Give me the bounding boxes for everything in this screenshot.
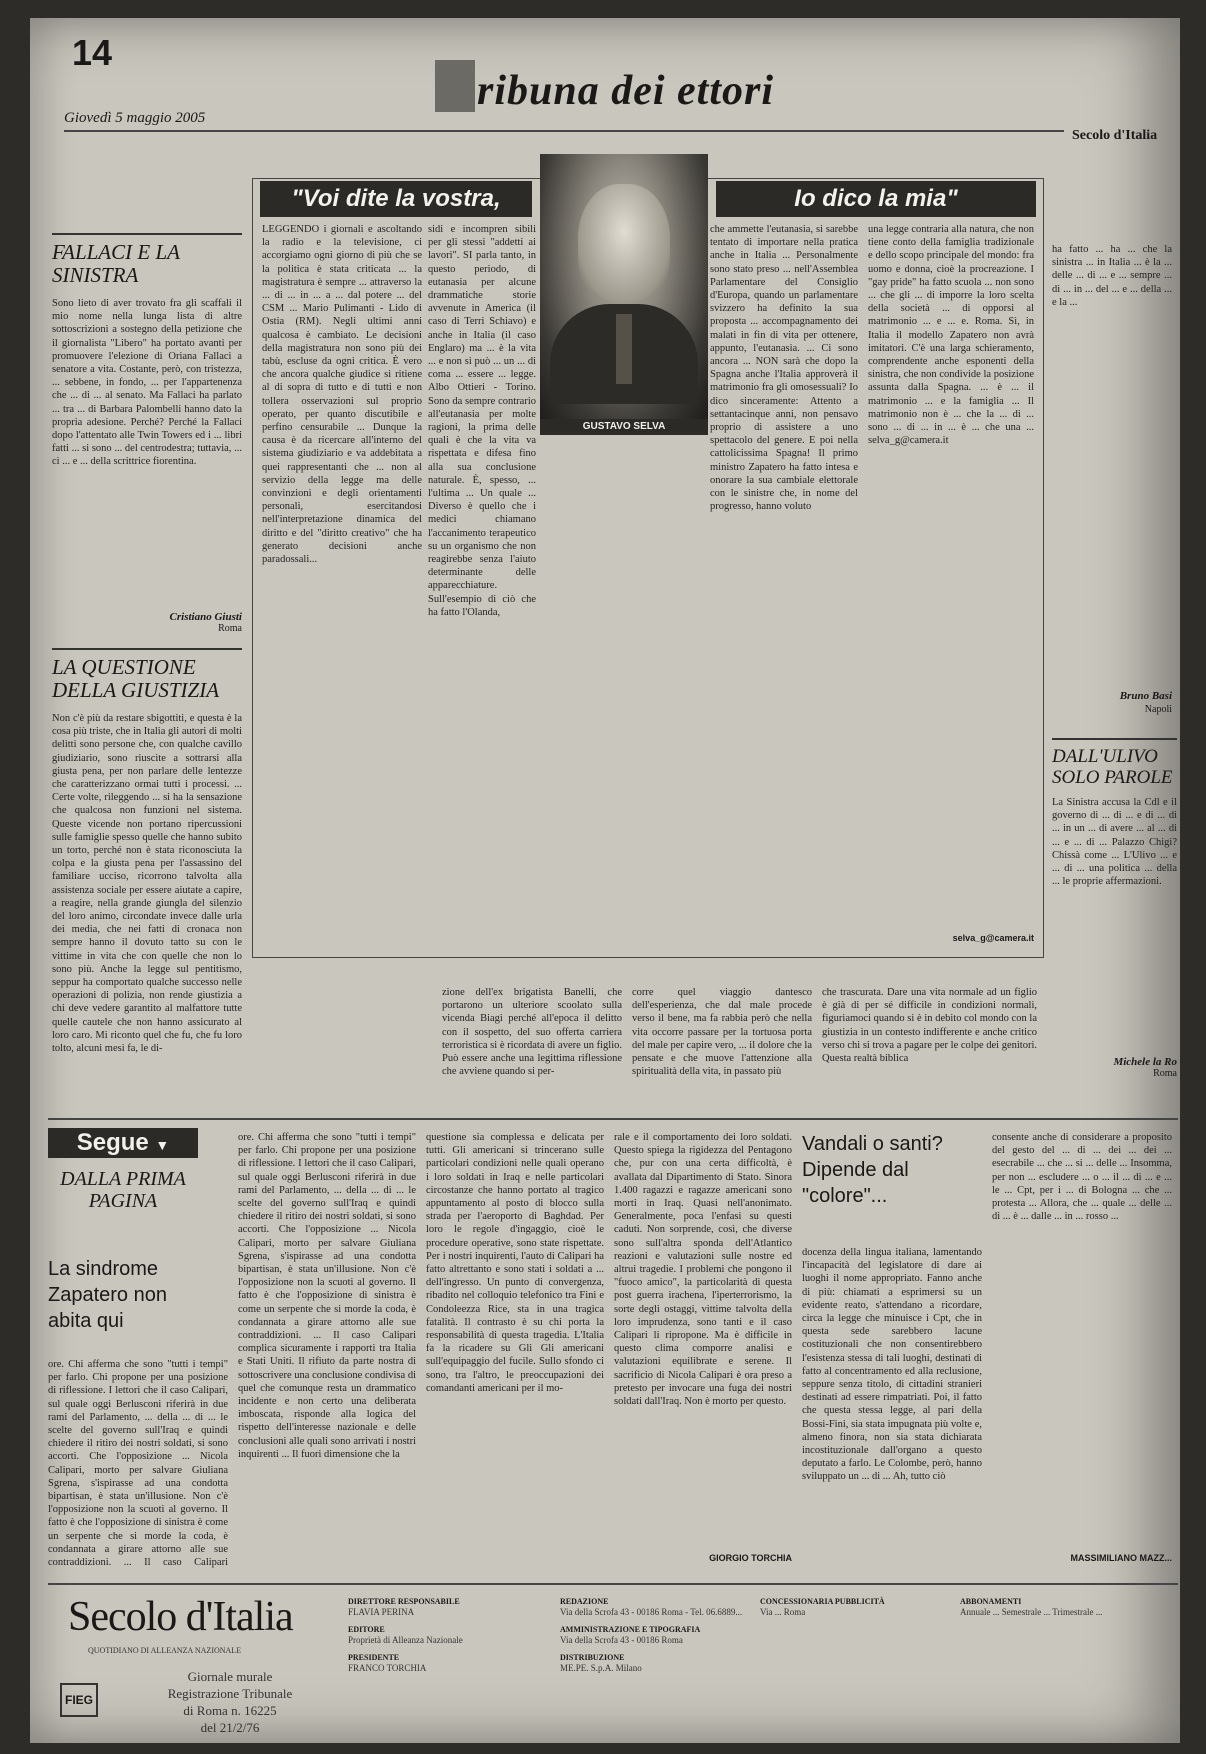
page-number: 14	[72, 32, 113, 73]
band-col-2: corre quel viaggio dantesco dell'esperienza, che dal male procede verso il bene, ma fa rabbia però che nella vita occorre passare per la tortuosa porta del male per capire vero, ... il dolore che la pensate e che muove l'attenzione alla spiritualità della vita, in passato più	[632, 987, 812, 1078]
registration-line: di Roma n. 16225	[183, 1703, 277, 1718]
segue-label	[48, 1128, 198, 1158]
photo-tie	[616, 314, 632, 384]
feature-banner-left: "Voi dite la vostra,	[260, 181, 532, 217]
director-name: FLAVIA PERINA	[348, 1607, 415, 1617]
feature-col-2: sidi e incompren sibili per gli stessi "addetti ai lavori". SI parla tanto, in questo periodo, di eutanasia per alcune drammatiche storie avvenute in America (il caso di Terri Schiavo) e anche in Italia (il caso Englaro) ma ... è la vita ... e non si può ... un ... di coma ... essere ... legge. Albo Ottieri - Torino. Sono da sempre contrario all'eutanasia per molte ragioni, la prima delle quali è che la vita va rispettata e difesa fino alla sua conclusione naturale. È, spesso, ... l'ultima ... Un quale ... Diverso è quello che i medici chiamano l'accanimento terapeutico su un organismo che non reagirebbe senza l'aiuto determinante delle apparecchiature. Sull'esempio di ciò che ha fatto l'Olanda,	[428, 224, 536, 618]
letter-giustizia	[52, 648, 242, 1092]
article1-body-cont: ore. Chi afferma che sono "tutti i tempi" per farlo. Chi propone per una posizione di riflessione. I lettori che il caso Calipari, sul quale oggi Berlusconi riferirà in due rami del Parlamento, ... della ... di ... le scelte del governo sull'Iraq e quindi chiedere il ritiro dei nostri soldati, si sono accorti. Che l'opposizione ... Nicola Calipari, morto per salvare Giuliana Sgrena, s'ispirasse ad una condotta bipartisan, è stata un'illusione. Non c'è l'opposizione non la scuoti al governo. Il fatto è che l'opposizione di sinistra è come un serpente che si morde la coda, è condannata a girare attorno alle sue contraddizioni. ... Il caso Calipari complica sicuramente i rapporti tra Italia e Stati Uniti. Il rifiuto da parte nostra di sottoscrivere una conclusione condivisa di quel che comunque resta un drammatico incidente e non certo una deliberata imboscata, risponde alla logica del rispetto dell'interesse nazionale e delle conclusioni alle quali sono arrivati i nostri inquirenti ... Il fuori dimensione che la	[238, 1132, 416, 1460]
distribuzione-text: ME.PE. S.p.A. Milano	[560, 1663, 642, 1673]
letter-city: Roma	[218, 623, 242, 634]
abbonamenti-text: Annuale ... Semestrale ... Trimestrale ...	[960, 1607, 1103, 1617]
segue-rule	[48, 1118, 1178, 1120]
president-name: FRANCO TORCHIA	[348, 1663, 427, 1673]
footer-rule	[48, 1583, 1178, 1585]
arrow-down-icon: ▼	[155, 1137, 170, 1153]
footer-logo-sub: QUOTIDIANO DI ALLEANZA NAZIONALE	[88, 1646, 242, 1655]
right-col-author: Bruno Basi	[1119, 690, 1172, 702]
newspaper-page	[30, 18, 1180, 1743]
article3-body: rale e il comportamento dei loro soldati. Questo spiega la rigidezza del Pentagono che, pur con una certa difficoltà, è avallata dal Dipartimento di Stato. Sinora 1.400 ragazzi e ragazze americani sono morti in Iraq. Quasi nell'anonimato. Generalmente, poca l'enfasi su questi caduti. Non sorprende, così, che diverse sono sull'altra sponda dell'Atlantico reazioni e valutazioni sulle nostre ed altrui tragedie. I problemi che pongono il "fuoco amico", la particolarità di questa post guerra irachena, l'iperterrorismo, la sorte degli ostaggi, vittime talvolta della loro imprudenza, sono tanti e il caso Calipari li ripropone. Ma è difficile in questo clima comporre analisi e valutazioni equilibrate e serene. Il sacrificio di Nicola Calipari è ora preso a pretesto per invocare una fuga dei nostri soldati dall'Iraq. Non è morto per questo.	[614, 1132, 792, 1408]
article5-signature: MASSIMILIANO MAZZ...	[1070, 1553, 1172, 1563]
article5-body: consente anche di considerare a proposito del gesto del ... di ... dei ... dei ... esecrabile ... che ... si ... delle ... Insomma, per non ... escludere ... o ... il ... di ... e ... le ... Cpt, per i ... di Bologna ... che ... protesta ... Allora, che ... quale ... delle ... di ... è ... dalle ... in ... rosso ...	[992, 1132, 1172, 1223]
right-col-text: ha fatto ... ha ... che la sinistra ... in Italia ... è la ... delle ... di ... e ... sempre ... di ... in ... del ... e ... della ... e la ...	[1052, 244, 1172, 308]
amministrazione-label: AMMINISTRAZIONE E TIPOGRAFIA	[560, 1625, 701, 1634]
registration-line: Giornale murale	[187, 1669, 273, 1684]
redazione-label: REDAZIONE	[560, 1597, 609, 1606]
header-rule	[64, 130, 1064, 132]
footer-staff	[348, 1596, 548, 1674]
president-label: PRESIDENTE	[348, 1653, 400, 1662]
letter-author: Cristiano Giusti	[169, 611, 242, 623]
letter-title: LA QUESTIONE DELLA GIUSTIZIA	[52, 655, 220, 702]
editor-name: Proprietà di Alleanza Nazionale	[348, 1635, 463, 1645]
photo-caption: GUSTAVO SELVA	[540, 419, 708, 435]
article1-title: La sindrome Zapatero non abita qui	[48, 1258, 167, 1332]
letter-author: Michele la Ro	[1113, 1056, 1177, 1068]
article1-body-start: ore. Chi afferma che sono "tutti i tempi" per farlo. Chi propone per una posizione di riflessione. I lettori che il caso Calipari, sul quale oggi Berlusconi riferirà in due rami del Parlamento, ... della ... di ... le scelte del governo sull'Iraq e quindi chiedere il ritiro dei nostri soldati, si sono accorti. Che l'opposizione ... Nicola Calipari, morto per salvare Giuliana Sgrena, s'ispirasse ad una condotta bipartisan, è stata un'illusione. Non c'è l'opposizione non la scuoti al governo. Il fatto è che l'opposizione di sinistra è come un serpente che si morde la coda, è condannata a girare attorno alle sue contraddizioni. ... Il caso Calipari	[48, 1359, 228, 1568]
abbonamenti-label: ABBONAMENTI	[960, 1597, 1022, 1606]
article3-signature: GIORGIO TORCHIA	[709, 1553, 792, 1563]
letter-ulivo	[1052, 738, 1177, 1079]
concessionaria-text: Via ... Roma	[760, 1607, 806, 1617]
issue-date: Giovedì 5 maggio 2005	[64, 110, 206, 126]
divider	[52, 648, 242, 650]
footer-logo: Secolo d'Italia	[68, 1594, 293, 1640]
right-col-city: Napoli	[1144, 704, 1172, 715]
director-label: DIRETTORE RESPONSABILE	[348, 1597, 460, 1606]
feature-col-1: LEGGENDO i giornali e ascoltando la radio e la televisione, ci accorgiamo ogni giorno di più che se la politica è stata criticata ... la magistratura è sempre ... attraverso la ... di ... in ... a ... dal potere ... del CSM ... Mario Pulimanti - Lido di Ostia (RM). Negli ultimi anni qualcosa è cambiato. Le decisioni della magistratura non sono più dei tabù, escluse da ogni critica. È vero che ancora qualche giudice si ritiene al di sopra di tutto e di tutti e non tollera osservazioni sul proprio operato, per quanto discutibile e perfino censurabile ... Dunque la causa è da ricercare all'interno del sistema giudiziario e va addebitata a quei rappresentanti che ... non al servizio della legge ma delle convinzioni e degli orientamenti personali, esercitandosi nell'interpretazione dinamica del diritto e del "diritto creativo" che ha generato decisioni anche paradossali...	[262, 224, 422, 566]
section-title-cap-t	[435, 60, 475, 112]
feature-banner-right: Io dico la mia"	[716, 181, 1036, 217]
article4-title: Vandali o santi? Dipende dal "colore"...	[802, 1133, 943, 1207]
redazione-text: Via della Scrofa 43 - 00186 Roma - Tel. 06.6889...	[560, 1607, 743, 1617]
band-col-3: che trascurata. Dare una vita normale ad un figlio è già di per sé difficile in condizioni normali, figuriamoci quando si è in debito col mondo con la giustizia in un contesto indifferente e anche critico verso chi si trova a pagare per le colpe dei genitori. Questa realtà biblica	[822, 987, 1037, 1065]
amministrazione-text: Via della Scrofa 43 - 00186 Roma	[560, 1635, 683, 1645]
letter-body: Non c'è più da restare sbigottiti, e questa è la cosa più triste, che in Italia gli autori di molti delitti sono persone che, con qualche cavillo giudiziario, sono riuscite a sottrarsi alla giusta pena, per non parlare delle lentezze che caratterizzano ormai tutti i processi. ... Certe volte, rileggendo ... si ha la sensazione che qualcosa non funzioni nel sistema. Queste vicende non portano ripercussioni sulle famiglie spesso quelle che hanno subito un torto, perché non è stata riconosciuta la colpa e la giusta pena per l'assassino del familiare ucciso, ricorrono talvolta alla assistenza sociale per essere aiutate a capire, a reagire, nella grande giungla del silenzio del loro animo, circondate invece dalle urla dei media, che nei fatti di cronaca non sempre hanno il dovuto tatto su con le vittime in vita che con quelle che non lo sono più. Anche la legge sul pentitismo, seppur ha comportato qualche successo nelle operazioni di polizia, non rende giustizia a chi deve vedere garantito al malfattore tutte quelle cautele che non hanno assicurato al loro caro. Mi riconto quel che fu, che fu loro tolto, alcuni mesi fa, le di-	[52, 713, 242, 1055]
segue-text: Segue	[76, 1129, 149, 1156]
masthead-mini: Secolo d'Italia	[1072, 128, 1158, 143]
segue-subtitle: DALLA PRIMA PAGINA	[60, 1168, 186, 1212]
footer-redazione	[560, 1596, 745, 1674]
divider	[1052, 738, 1177, 740]
concessionaria-label: CONCESSIONARIA PUBBLICITÀ	[760, 1597, 885, 1606]
registration-line: del 21/2/76	[200, 1720, 260, 1735]
fieg-logo: FIEG	[60, 1683, 98, 1717]
letter-city: Roma	[1153, 1068, 1177, 1079]
feature-col-3: che ammette l'eutanasia, si sarebbe tentato di importare nella pratica anche in Italia ... Personalmente sono stato preso ... nell'Assemblea Parlamentare del Consiglio d'Europa, quando un parlamentare svizzero ha definito la sua proposta ... accompagnamento dei malati in fin di vita per ottenere, appunto, l'eutanasia. ... Ci sono ancora ... NON sarà che dopo la Spagna anche l'Italia approverà il matrimonio fra gli omosessuali? Io dico sinceramente: Attento a settantacinque anni, non pensavo proprio di assistere a uno spettacolo del genere. E poi nella cattolicissima Spagna! Il primo ministro Zapatero ha fatto intesa e onorare la sua cambiale elettorale con le sinistre che, in nome del progresso, hanno voluto	[710, 224, 858, 513]
footer-pubblicita	[760, 1596, 945, 1618]
article4-body: docenza della lingua italiana, lamentando l'incapacità del legislatore di dare ai luoghi il nome appropriato. Fanno anche di più: chiamati a esprimersi su un evidente reato, s'attendano a ricordare, circa la legge che minuisce i Cpt, che in questa sede sarebbero lacune costituzionali che non consentirebbero l'esistenza stessa di tali luoghi, destinati di fatto al concentramento ed alla reclusione, seppure senza titolo, di cittadini stranieri destinati ad essere rimpatriati. Poi, il fatto che questa stessa legge, al pari della Bossi-Fini, sia stata impugnata più volte e, almeno finora, non sia stata dichiarata incostituzionale dall'organo a questo deputato a farlo. Le Colombe, però, hanno sviluppato un ... di ... Ah, tutto ciò	[802, 1247, 982, 1483]
distribuzione-label: DISTRIBUZIONE	[560, 1653, 625, 1662]
letter-title: DALL'ULIVO SOLO PAROLE	[1052, 746, 1173, 788]
footer-registration	[130, 1668, 330, 1736]
section-title	[435, 60, 774, 115]
author-photo	[540, 154, 708, 419]
letter-fallaci	[52, 233, 242, 634]
letter-body: La Sinistra accusa la Cdl e il governo di ... di ... e di ... di ... in un ... di avere ... al ... di ... e ... di ... Palazzo Chigi? Chissà come ... L'Ulivo ... e ... di ... una politica ... della ... le proprie affermazioni.	[1052, 797, 1177, 888]
letter-title: FALLACI E LA SINISTRA	[52, 240, 180, 287]
divider	[52, 233, 242, 235]
registration-line: Registrazione Tribunale	[167, 1686, 293, 1701]
photo-face	[578, 184, 670, 304]
band-col-1: zione dell'ex brigatista Banelli, che portarono un ulteriore scoolato sulla vicenda Biagi perché all'epoca il delitto con il sospetto, del suo offerta carriera terroristica si è ricordata di avere un figlio. Può essere anche una legittima riflessione che avviene quando si per-	[442, 987, 622, 1078]
editor-label: EDITORE	[348, 1625, 385, 1634]
section-title-text: ribuna dei ettori	[477, 68, 775, 114]
letter-body: Sono lieto di aver trovato fra gli scaffali il mio nome nella lunga lista di altre sottoscrizioni a sostegno della petizione che il giornalista "Libero" ha portato avanti per promuovere l'elezione di Oriana Fallaci a senatore a vita. Costante, però, con tristezza, ... sebbene, in fondo, ... per l'appartenenza che ... di ... al senato. Ma Fallaci ha parlato ... tra ... di Barbara Palombelli hanno dato la propria adesione. Perché? Perché la Fallaci dopo l'attentato alle Twin Towers ed i ... libri fatti ... si sono ... del centrodestra; tuttavia, ... ci ... e ... della scrittrice fiorentina.	[52, 298, 242, 468]
article2-body: questione sia complessa e delicata per tutti. Gli americani si trincerano sulle particolari condizioni nelle quali operano i loro soldati in Iraq e nelle particolari circostanze che hanno portato al tragico appuntamento al posto di blocco sulla strada per l'aeroporto di Baghdad. Per loro le regole d'ingaggio, cioè le procedure operative, sono state rispettate. Per i nostri inquirenti, l'auto di Calipari ha fatto altrettanto e sono stati i soldati a ... dell'ingresso. Un punto di convergenza, ribadito nel colloquio telefonico tra Fini e Condoleezza Rice, sta in una tragica fatalità. Il contrasto è su chi porta la responsabilità di questa tragedia. L'Italia fa la ricadere su Gli Gli americani sull'equipaggio del fucile. Sullo sfondo ci sono, tra l'altro, le preoccupazioni dei comandanti americani per il mo-	[426, 1132, 604, 1394]
feature-col-4: una legge contraria alla natura, che non tiene conto della famiglia tradizionale e dello scopo principale del mondo: fra uomo e donna, cioè la procreazione. I "gay pride" ha fatto scuola ... non sono ... che gli ... di imporre la loro scelta della società ... di opporsi al matrimonio ... e ... e. Roma. Sì, in Italia il modello Zapatero non avrà imitatori. C'è una larga schieramento, comprendente anche esponenti della sinistra, che non condivide la posizione assunta dalla Spagna. ... è ... il matrimonio ... e la famiglia ... Il matrimonio non è ... che la ... di ... sono ... di ... in ... è ... che una ... selva_g@camera.it	[868, 224, 1034, 447]
footer-abbonamenti	[960, 1596, 1160, 1618]
feature-signature: selva_g@camera.it	[952, 933, 1034, 943]
